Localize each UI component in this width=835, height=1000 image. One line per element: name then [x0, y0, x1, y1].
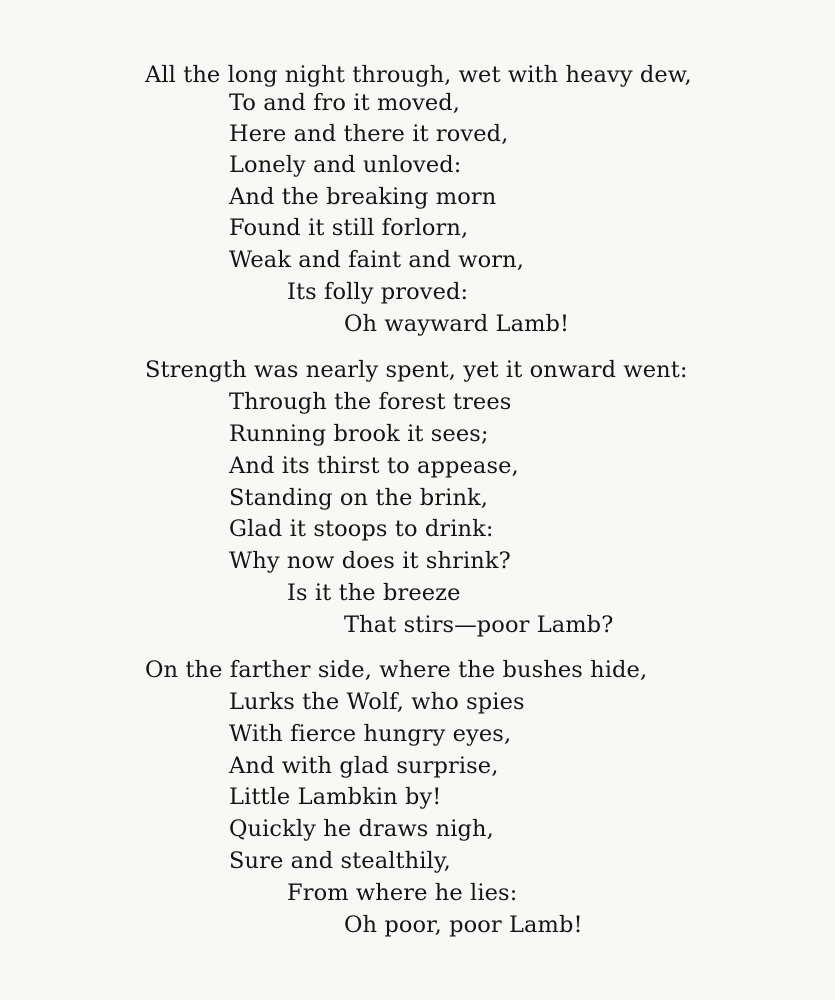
poem-line: Strength was nearly spent, yet it onward went: [145, 357, 688, 383]
poem-line: And with glad surprise, [229, 753, 499, 779]
poem-line: Quickly he draws nigh, [229, 816, 494, 842]
poem-line: Lurks the Wolf, who spies [229, 689, 525, 715]
poem-line: To and fro it moved, [229, 90, 461, 116]
poem-line: And its thirst to appease, [229, 453, 519, 479]
poem-line: Its folly proved: [287, 279, 469, 305]
poem-line: From where he lies: [287, 880, 518, 906]
poem-line: And the breaking morn [229, 184, 497, 210]
poem-line: On the farther side, where the bushes hide, [145, 657, 648, 683]
poem-line: Why now does it shrink? [229, 548, 511, 574]
poem-line: Running brook it sees; [229, 421, 489, 447]
poem-line: That stirs—poor Lamb? [344, 612, 614, 638]
poem-line: Standing on the brink, [229, 485, 489, 511]
poem-line: Oh wayward Lamb! [344, 311, 570, 337]
poem-line: Little Lambkin by! [229, 784, 442, 810]
poem-line: Found it still forlorn, [229, 215, 469, 241]
poem-line: Here and there it roved, [229, 121, 509, 147]
poem-line: Is it the breeze [287, 580, 461, 606]
poem-line: Through the forest trees [229, 389, 512, 415]
poem-line: With fierce hungry eyes, [229, 721, 512, 747]
poem-line: Glad it stoops to drink: [229, 516, 494, 542]
poem-line: Weak and faint and worn, [229, 247, 524, 273]
poem-line: Lonely and unloved: [229, 152, 462, 178]
poem-line: Oh poor, poor Lamb! [344, 912, 583, 938]
poem-line: Sure and stealthily, [229, 848, 451, 874]
poem-line: All the long night through, wet with heavy dew, [145, 62, 692, 88]
